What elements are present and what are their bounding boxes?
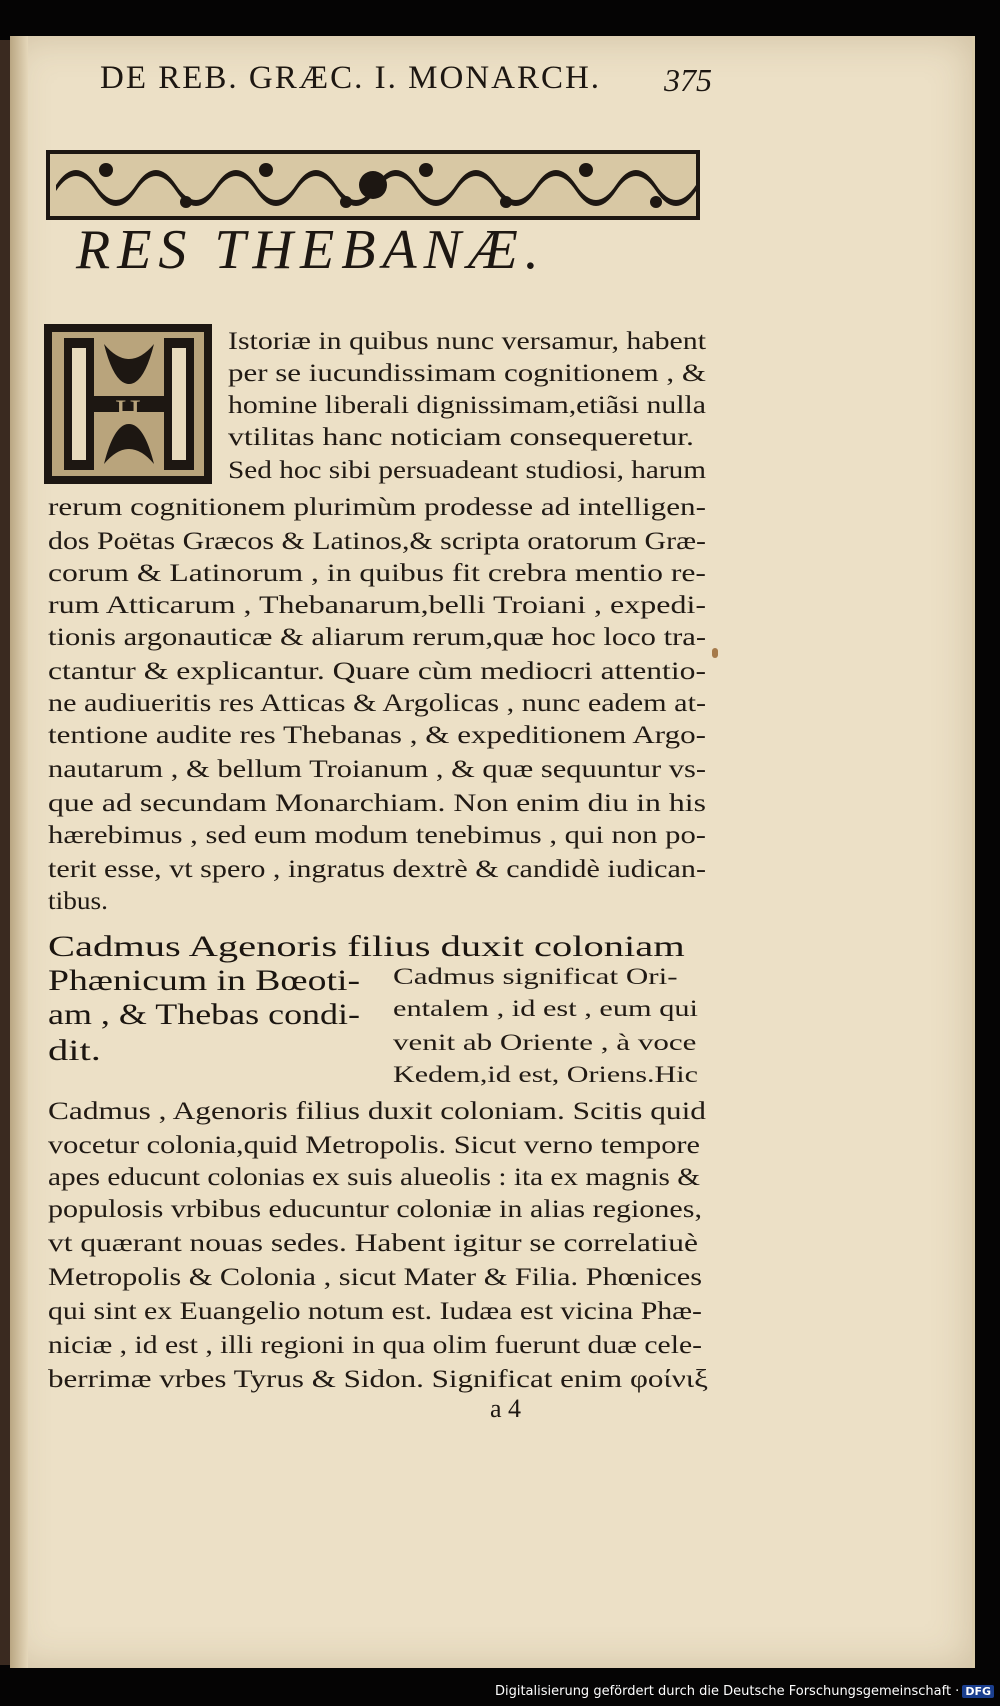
paragraph2-line: niciæ , id est , illi regioni in qua olim fuerunt duæ cele- [48,1332,702,1359]
paragraph1-line: tentione audite res Thebanas , & expeditionem Argo- [48,722,706,749]
footer-credit [495,1684,994,1699]
footer-credit-text: Digitalisierung gefördert durch die Deutsche Forschungsgemeinschaft · [494,1684,960,1699]
side-heading-line: dit. [48,1034,101,1067]
side-heading-line: Phænicum in Bœoti- [48,964,360,997]
paragraph1-line: dos Poëtas Græcos & Latinos,& scripta oratorum Græ- [48,528,706,555]
signature-mark: a 4 [490,1394,522,1423]
paragraph2-line: berrimæ vrbes Tyrus & Sidon. Significat enim φοίνιξ [48,1366,708,1393]
paragraph1-line: nautarum , & bellum Troianum , & quæ sequuntur vs- [48,756,706,783]
paragraph1-line: per se iucundissimam cognitionem , & [228,360,706,387]
paragraph1-line: que ad secundam Monarchiam. Non enim diu in his [48,790,706,817]
paragraph2-line: vocetur colonia,quid Metropolis. Sicut verno tempore [48,1132,700,1159]
paper-stain [712,648,718,658]
paragraph2-line: Cadmus , Agenoris filius duxit coloniam. Scitis quid [48,1098,706,1125]
page-number: 375 [664,62,712,98]
paragraph2-line: apes educunt colonias ex suis alueolis : ita ex magnis & [48,1164,700,1191]
decorated-initial-h [44,324,212,484]
paragraph1-line: Istoriæ in quibus nunc versamur, habent [228,328,706,355]
paragraph1-line: homine liberali dignissimam,etiãsi nulla [228,392,706,419]
side-heading-line: Cadmus Agenoris filius duxit coloniam [48,930,685,963]
paragraph1-line: ne audiueritis res Atticas & Argolicas , nunc eadem at- [48,690,706,717]
dfg-logo: DFG [962,1685,994,1698]
page-gutter [10,36,28,1668]
paragraph1-line: rum Atticarum , Thebanarum,belli Troiani , expedi- [48,592,706,619]
paragraph1-line: vtilitas hanc noticiam consequeretur. [228,424,694,451]
paragraph1-line: hærebimus , sed eum modum tenebimus , qui non po- [48,822,706,849]
side-heading-line: am , & Thebas condi- [48,998,360,1031]
paragraph1-line: tibus. [48,888,108,915]
running-head: DE REB. GRÆC. I. MONARCH. [100,60,602,96]
paragraph1-line: terit esse, vt spero , ingratus dextrè & candidè iudican- [48,856,706,883]
ornamental-headpiece [46,110,700,220]
side-note-line: entalem , id est , eum qui [393,996,698,1021]
paragraph1-line: Sed hoc sibi persuadeant studiosi, harum [228,457,706,484]
paragraph1-line: rerum cognitionem plurimùm prodesse ad intelligen- [48,494,706,521]
side-note-line: Cadmus significat Ori- [393,964,678,989]
paragraph2-line: populosis vrbibus educuntur coloniæ in alias regiones, [48,1196,702,1223]
section-title: RES THEBANÆ. [76,219,546,281]
paragraph2-line: Metropolis & Colonia , sicut Mater & Filia. Phœnices [48,1264,702,1291]
paragraph1-line: tionis argonauticæ & aliarum rerum,quæ hoc loco tra- [48,624,706,651]
paragraph2-line: qui sint ex Euangelio notum est. Iudæa est vicina Phæ- [48,1298,702,1325]
side-note-line: venit ab Oriente , à voce [393,1030,697,1055]
paragraph2-line: vt quærant nouas sedes. Habent igitur se correlatiuè [48,1230,698,1257]
side-note-line: Kedem,id est, Oriens.Hic [393,1062,698,1087]
paragraph1-line: ctantur & explicantur. Quare cùm mediocri attentio- [48,658,706,685]
initial-letter: H [115,392,141,432]
paragraph1-line: corum & Latinorum , in quibus fit crebra mentio re- [48,560,706,587]
